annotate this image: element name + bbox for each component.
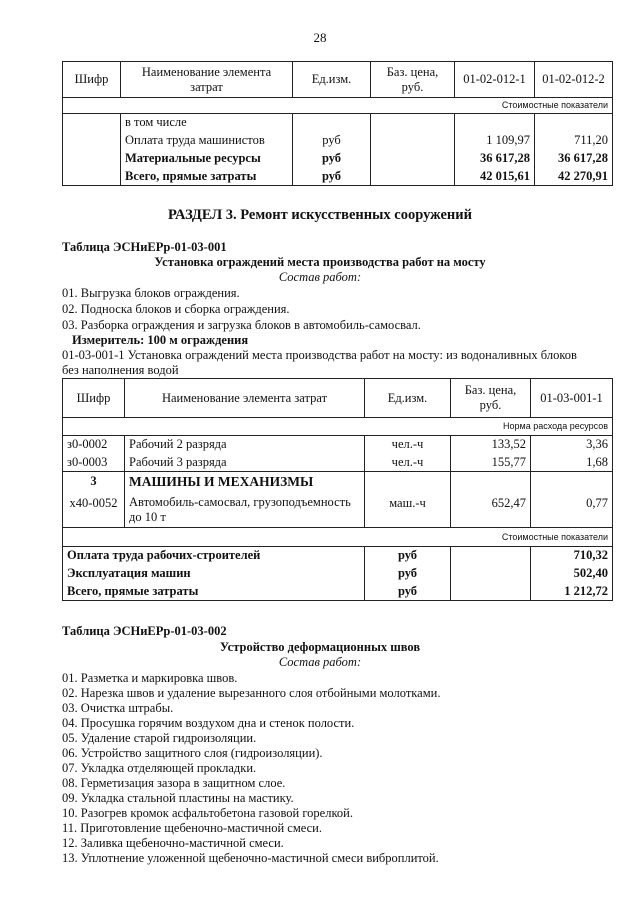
work-step: 01. Разметка и маркировка швов. (62, 671, 238, 685)
work-step: 06. Устройство защитного слоя (гидроизоляции). (62, 746, 323, 760)
row-code: х40-0052 (63, 492, 125, 528)
row-value-1: 42 015,61 (455, 168, 535, 186)
table-title-002: Устройство деформационных швов (219, 640, 421, 654)
composition-label-002: Состав работ: (278, 655, 362, 669)
work-step: 03. Разборка ограждения и загрузка блоков в автомобиль-самосвал. (62, 318, 421, 332)
page-number: 28 (313, 30, 327, 45)
row-value-2: 36 617,28 (535, 150, 613, 168)
row-name: Автомобиль-самосвал, грузоподъемность (129, 495, 351, 510)
row-code: з0-0003 (63, 454, 125, 472)
row-name: Всего, прямые затраты (121, 168, 293, 186)
group-heading: МАШИНЫ И МЕХАНИЗМЫ (125, 472, 365, 492)
row-value: 0,77 (531, 492, 613, 528)
work-step: 02. Подноска блоков и сборка ограждения. (62, 302, 290, 316)
row-unit: чел.-ч (365, 436, 451, 454)
work-step: 01. Выгрузка блоков ограждения. (62, 286, 240, 300)
work-step: 07. Укладка отделяющей прокладки. (62, 761, 257, 775)
row-code: з0-0002 (63, 436, 125, 454)
row-value: 1,68 (531, 454, 613, 472)
table-title-001: Установка ограждений места производства работ на мосту (154, 255, 486, 269)
total-unit: руб (365, 547, 451, 565)
row-price: 155,77 (451, 454, 531, 472)
row-name: Рабочий 2 разряда (125, 436, 365, 454)
band-cost-indicators: Стоимостные показатели (63, 98, 613, 114)
section-title: РАЗДЕЛ 3. Ремонт искусственных сооружений (167, 207, 472, 223)
composition-label-001: Состав работ: (278, 270, 362, 284)
item-description-cont: без наполнения водой (62, 363, 179, 377)
header-code: Шифр (63, 62, 121, 98)
row-price: 652,47 (451, 492, 531, 528)
header-col1: 01-02-012-1 (455, 62, 535, 98)
work-step: 02. Нарезка швов и удаление вырезанного слоя отбойными молотками. (62, 686, 441, 700)
item-description: 01-03-001-1 Установка ограждений места производства работ на мосту: из водоналивных блоков (62, 348, 577, 362)
work-step: 12. Заливка щебеночно-мастичной смеси. (62, 836, 284, 850)
total-value: 1 212,72 (531, 583, 613, 601)
work-step: 11. Приготовление щебеночно-мастичной смеси. (62, 821, 322, 835)
total-unit: руб (365, 583, 451, 601)
work-step: 03. Очистка штрабы. (62, 701, 174, 715)
header-code: Шифр (63, 379, 125, 418)
row-value-1: 36 617,28 (455, 150, 535, 168)
group-number: 3 (63, 472, 125, 492)
header-price: Баз. цена, руб. (371, 62, 455, 98)
measure-unit: Измеритель: 100 м ограждения (72, 333, 249, 347)
total-value: 710,32 (531, 547, 613, 565)
row-unit: руб (293, 150, 371, 168)
row-name: Материальные ресурсы (121, 150, 293, 168)
total-name: Эксплуатация машин (63, 565, 365, 583)
header-col1: 01-03-001-1 (531, 379, 613, 418)
row-unit: маш.-ч (365, 492, 451, 528)
row-name-cont: до 10 т (129, 510, 166, 525)
band-resource-norm: Норма расхода ресурсов (63, 418, 613, 436)
cost-table-continued (62, 61, 613, 186)
work-step: 09. Укладка стальной пластины на мастику. (62, 791, 294, 805)
header-unit: Ед.изм. (293, 62, 371, 98)
resource-table-001 (62, 378, 613, 601)
total-name: Всего, прямые затраты (63, 583, 365, 601)
row-name: Оплата труда машинистов (121, 132, 293, 150)
header-price: Баз. цена, руб. (451, 379, 531, 418)
table-label-002: Таблица ЭСНиЕРр-01-03-002 (62, 624, 227, 638)
row-unit: чел.-ч (365, 454, 451, 472)
row-value-2: 711,20 (535, 132, 613, 150)
header-name: Наименование элемента затрат (121, 62, 293, 98)
work-step: 08. Герметизация зазора в защитном слое. (62, 776, 286, 790)
work-step: 10. Разогрев кромок асфальтобетона газовой горелкой. (62, 806, 353, 820)
row-value-1: 1 109,97 (455, 132, 535, 150)
row-unit: руб (293, 168, 371, 186)
row-name: Рабочий 3 разряда (125, 454, 365, 472)
work-step: 05. Удаление старой гидроизоляции. (62, 731, 257, 745)
work-step: 04. Просушка горячим воздухом дна и стенок полости. (62, 716, 355, 730)
table-label-001: Таблица ЭСНиЕРр-01-03-001 (62, 240, 227, 254)
band-cost-indicators: Стоимостные показатели (63, 528, 613, 547)
row-label: в том числе (121, 114, 293, 132)
row-value-2: 42 270,91 (535, 168, 613, 186)
header-col2: 01-02-012-2 (535, 62, 613, 98)
header-unit: Ед.изм. (365, 379, 451, 418)
total-unit: руб (365, 565, 451, 583)
total-name: Оплата труда рабочих-строителей (63, 547, 365, 565)
row-value: 3,36 (531, 436, 613, 454)
header-name: Наименование элемента затрат (125, 379, 365, 418)
work-step: 13. Уплотнение уложенной щебеночно-мастичной смеси виброплитой. (62, 851, 439, 865)
total-value: 502,40 (531, 565, 613, 583)
row-unit: руб (293, 132, 371, 150)
row-price: 133,52 (451, 436, 531, 454)
